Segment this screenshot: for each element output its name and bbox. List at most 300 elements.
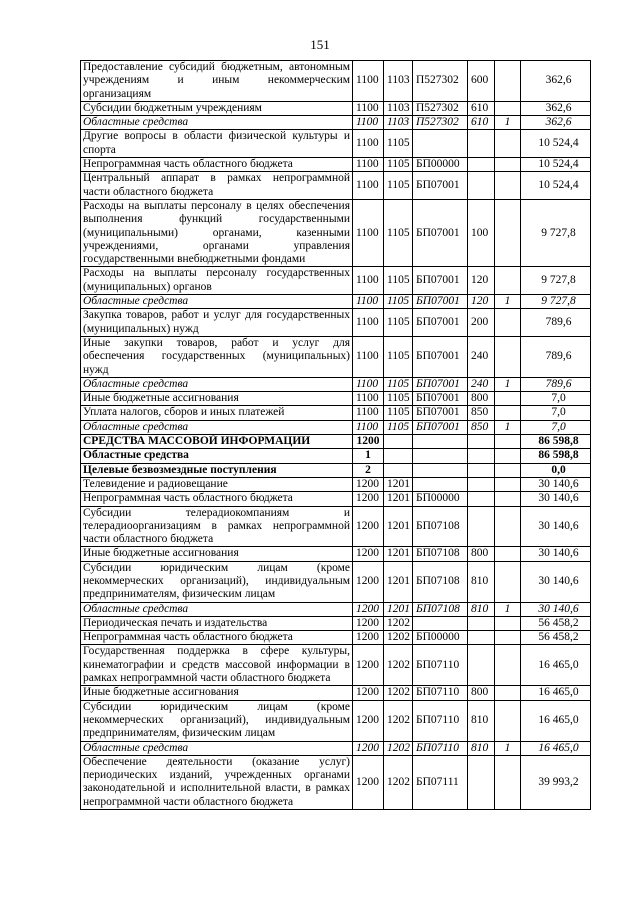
expense-type-code: 810 xyxy=(468,700,495,741)
description-line: спорта xyxy=(83,143,116,156)
section-code: 1100 xyxy=(353,377,384,391)
table-row xyxy=(81,700,591,741)
subsection-code: 1105 xyxy=(384,420,413,434)
subsection-code xyxy=(384,463,413,477)
target-article-code xyxy=(413,130,468,158)
target-article-code: БП07001 xyxy=(413,309,468,337)
row-description xyxy=(81,631,353,645)
table-body xyxy=(81,61,591,810)
amount: 30 140,6 xyxy=(521,477,591,491)
description-line: Непрограммная часть областного бюджета xyxy=(83,631,293,644)
amount: 789,6 xyxy=(521,309,591,337)
row-description xyxy=(81,463,353,477)
amount: 16 465,0 xyxy=(521,741,591,755)
section-code: 1100 xyxy=(353,130,384,158)
description-line: Областные средства xyxy=(83,449,189,462)
expense-type-code: 850 xyxy=(468,406,495,420)
table-row xyxy=(81,267,591,295)
row-description xyxy=(81,700,353,741)
funding-source-code xyxy=(495,645,521,686)
expense-type-code: 610 xyxy=(468,101,495,115)
description-line: Закупка товаров, работ и услуг для государственных xyxy=(83,309,350,322)
table-row xyxy=(81,602,591,616)
page-number: 151 xyxy=(310,37,330,52)
subsection-code: 1105 xyxy=(384,158,413,172)
subsection-code: 1201 xyxy=(384,506,413,547)
amount: 86 598,8 xyxy=(521,435,591,449)
expense-type-code xyxy=(468,172,495,200)
table-row xyxy=(81,199,591,266)
subsection-code: 1105 xyxy=(384,336,413,377)
target-article-code: БП07108 xyxy=(413,602,468,616)
expense-type-code xyxy=(468,755,495,809)
amount: 56 458,2 xyxy=(521,616,591,630)
subsection-code xyxy=(384,435,413,449)
subsection-code: 1105 xyxy=(384,172,413,200)
funding-source-code: 1 xyxy=(495,420,521,434)
funding-source-code xyxy=(495,435,521,449)
description-line: Областные средства xyxy=(83,377,189,390)
description-line: Целевые безвозмездные поступления xyxy=(83,463,277,476)
funding-source-code xyxy=(495,130,521,158)
description-line: Центральный аппарат в рамках непрограммной xyxy=(83,172,350,185)
section-code: 1200 xyxy=(353,631,384,645)
table-row xyxy=(81,547,591,561)
description-line: телерадиоорганизациям в рамках непрограммной xyxy=(83,519,350,532)
description-line: предпринимателям, физическим лицам xyxy=(83,727,276,740)
subsection-code: 1201 xyxy=(384,561,413,602)
section-code: 1200 xyxy=(353,686,384,700)
budget-table xyxy=(80,60,591,810)
description-line: (муниципальными) органами, казенными xyxy=(83,226,350,239)
expense-type-code xyxy=(468,506,495,547)
target-article-code: БП07001 xyxy=(413,377,468,391)
subsection-code: 1202 xyxy=(384,700,413,741)
subsection-code: 1105 xyxy=(384,309,413,337)
subsection-code: 1202 xyxy=(384,686,413,700)
expense-type-code xyxy=(468,435,495,449)
amount: 86 598,8 xyxy=(521,449,591,463)
description-line: выполнения функций государственными xyxy=(83,213,350,226)
target-article-code: БП07001 xyxy=(413,336,468,377)
row-description xyxy=(81,267,353,295)
description-line: Непрограммная часть областного бюджета xyxy=(83,158,293,171)
table-row xyxy=(81,616,591,630)
section-code: 1100 xyxy=(353,295,384,309)
description-line: Областные средства xyxy=(83,295,189,308)
table-row xyxy=(81,336,591,377)
description-line: непрограммной части областного бюджета xyxy=(83,795,294,808)
table-row xyxy=(81,130,591,158)
description-line: нужд xyxy=(83,363,109,376)
row-description xyxy=(81,61,353,102)
amount: 7,0 xyxy=(521,420,591,434)
subsection-code xyxy=(384,449,413,463)
subsection-code: 1105 xyxy=(384,406,413,420)
section-code: 1100 xyxy=(353,406,384,420)
subsection-code: 1201 xyxy=(384,477,413,491)
expense-type-code: 120 xyxy=(468,295,495,309)
amount: 9 727,8 xyxy=(521,199,591,266)
row-description xyxy=(81,420,353,434)
amount: 0,0 xyxy=(521,463,591,477)
expense-type-code xyxy=(468,449,495,463)
table-row xyxy=(81,755,591,809)
description-line: Иные бюджетные ассигнования xyxy=(83,392,239,405)
subsection-code: 1202 xyxy=(384,631,413,645)
target-article-code: БП07001 xyxy=(413,295,468,309)
expense-type-code xyxy=(468,631,495,645)
funding-source-code xyxy=(495,561,521,602)
amount: 362,6 xyxy=(521,101,591,115)
description-line: Областные средства xyxy=(83,602,189,615)
table-row xyxy=(81,686,591,700)
expense-type-code: 610 xyxy=(468,116,495,130)
section-code: 1 xyxy=(353,449,384,463)
table-row xyxy=(81,406,591,420)
table-row xyxy=(81,295,591,309)
table-row xyxy=(81,741,591,755)
description-line: периодических изданий, учрежденных органами xyxy=(83,769,350,782)
target-article-code: БП07108 xyxy=(413,547,468,561)
row-description xyxy=(81,449,353,463)
table-row xyxy=(81,101,591,115)
description-line: Другие вопросы в области физической культуры и xyxy=(83,130,350,143)
row-description xyxy=(81,477,353,491)
description-line: организациям xyxy=(83,87,152,100)
target-article-code: П527302 xyxy=(413,116,468,130)
funding-source-code xyxy=(495,267,521,295)
target-article-code xyxy=(413,463,468,477)
table-row xyxy=(81,506,591,547)
amount: 7,0 xyxy=(521,392,591,406)
target-article-code: БП07110 xyxy=(413,700,468,741)
subsection-code: 1202 xyxy=(384,741,413,755)
amount: 9 727,8 xyxy=(521,295,591,309)
amount: 7,0 xyxy=(521,406,591,420)
row-description xyxy=(81,309,353,337)
amount: 30 140,6 xyxy=(521,492,591,506)
description-line: государственными внебюджетными фондами xyxy=(83,253,306,266)
row-description xyxy=(81,492,353,506)
expense-type-code: 600 xyxy=(468,61,495,102)
description-line: некоммерческих организаций), индивидуальным xyxy=(83,713,350,726)
description-line: законодательной и исполнительной власти, в рамках xyxy=(83,782,350,795)
table-row xyxy=(81,645,591,686)
row-description xyxy=(81,172,353,200)
target-article-code xyxy=(413,477,468,491)
subsection-code: 1105 xyxy=(384,130,413,158)
row-description xyxy=(81,158,353,172)
target-article-code: БП07108 xyxy=(413,561,468,602)
description-line: Иные закупки товаров, работ и услуг для xyxy=(83,336,350,349)
row-description xyxy=(81,547,353,561)
expense-type-code: 240 xyxy=(468,336,495,377)
description-line: Областные средства xyxy=(83,420,189,433)
subsection-code: 1103 xyxy=(384,101,413,115)
amount: 9 727,8 xyxy=(521,267,591,295)
description-line: рамках непрограммной части областного бюджета xyxy=(83,672,331,685)
description-line: (муниципальных) органов xyxy=(83,280,212,293)
amount: 16 465,0 xyxy=(521,686,591,700)
funding-source-code xyxy=(495,686,521,700)
expense-type-code xyxy=(468,477,495,491)
funding-source-code: 1 xyxy=(495,116,521,130)
row-description xyxy=(81,435,353,449)
funding-source-code xyxy=(495,616,521,630)
section-code: 1100 xyxy=(353,336,384,377)
amount: 362,6 xyxy=(521,61,591,102)
description-line: кинематографии и средств массовой информации в xyxy=(83,658,350,671)
amount: 30 140,6 xyxy=(521,602,591,616)
target-article-code xyxy=(413,616,468,630)
expense-type-code xyxy=(468,616,495,630)
funding-source-code: 1 xyxy=(495,377,521,391)
table-row xyxy=(81,309,591,337)
description-line: Областные средства xyxy=(83,116,189,129)
table-row xyxy=(81,116,591,130)
funding-source-code: 1 xyxy=(495,602,521,616)
description-line: Непрограммная часть областного бюджета xyxy=(83,492,293,505)
target-article-code: БП07001 xyxy=(413,420,468,434)
funding-source-code xyxy=(495,309,521,337)
target-article-code: БП07001 xyxy=(413,199,468,266)
expense-type-code xyxy=(468,158,495,172)
subsection-code: 1105 xyxy=(384,295,413,309)
section-code: 1200 xyxy=(353,561,384,602)
section-code: 1200 xyxy=(353,755,384,809)
row-description xyxy=(81,561,353,602)
target-article-code: БП00000 xyxy=(413,631,468,645)
section-code: 1100 xyxy=(353,267,384,295)
description-line: части областного бюджета xyxy=(83,533,214,546)
row-description xyxy=(81,336,353,377)
subsection-code: 1202 xyxy=(384,755,413,809)
expense-type-code xyxy=(468,492,495,506)
description-line: некоммерческих организаций), индивидуальным xyxy=(83,574,350,587)
amount: 789,6 xyxy=(521,336,591,377)
row-description xyxy=(81,506,353,547)
section-code: 1200 xyxy=(353,547,384,561)
target-article-code: БП07110 xyxy=(413,686,468,700)
target-article-code: БП07001 xyxy=(413,172,468,200)
amount: 30 140,6 xyxy=(521,547,591,561)
target-article-code: БП07108 xyxy=(413,506,468,547)
amount: 16 465,0 xyxy=(521,700,591,741)
description-line: части областного бюджета xyxy=(83,185,214,198)
section-code: 1100 xyxy=(353,101,384,115)
section-code: 1100 xyxy=(353,116,384,130)
funding-source-code xyxy=(495,101,521,115)
section-code: 1200 xyxy=(353,492,384,506)
section-code: 1200 xyxy=(353,645,384,686)
funding-source-code xyxy=(495,463,521,477)
subsection-code: 1201 xyxy=(384,547,413,561)
funding-source-code xyxy=(495,506,521,547)
description-line: учреждениями, органами управления xyxy=(83,239,350,252)
subsection-code: 1201 xyxy=(384,602,413,616)
target-article-code xyxy=(413,435,468,449)
expense-type-code: 100 xyxy=(468,199,495,266)
section-code: 1200 xyxy=(353,435,384,449)
description-line: Областные средства xyxy=(83,741,189,754)
funding-source-code xyxy=(495,449,521,463)
subsection-code: 1105 xyxy=(384,392,413,406)
description-line: Субсидии юридическим лицам (кроме xyxy=(83,700,350,713)
section-code: 1100 xyxy=(353,172,384,200)
amount: 789,6 xyxy=(521,377,591,391)
row-description xyxy=(81,295,353,309)
table-row xyxy=(81,392,591,406)
funding-source-code xyxy=(495,392,521,406)
expense-type-code: 120 xyxy=(468,267,495,295)
description-line: Обеспечение деятельности (оказание услуг) xyxy=(83,755,350,768)
row-description xyxy=(81,406,353,420)
section-code: 1200 xyxy=(353,506,384,547)
expense-type-code: 810 xyxy=(468,741,495,755)
row-description xyxy=(81,130,353,158)
table-row xyxy=(81,477,591,491)
target-article-code: П527302 xyxy=(413,61,468,102)
funding-source-code: 1 xyxy=(495,295,521,309)
table-row xyxy=(81,631,591,645)
table-row xyxy=(81,172,591,200)
funding-source-code xyxy=(495,61,521,102)
funding-source-code xyxy=(495,547,521,561)
section-code: 1200 xyxy=(353,602,384,616)
funding-source-code xyxy=(495,755,521,809)
row-description xyxy=(81,755,353,809)
expense-type-code: 800 xyxy=(468,392,495,406)
amount: 16 465,0 xyxy=(521,645,591,686)
subsection-code: 1103 xyxy=(384,116,413,130)
row-description xyxy=(81,116,353,130)
section-code: 1100 xyxy=(353,309,384,337)
table-row xyxy=(81,158,591,172)
description-line: Субсидии телерадиокомпаниям и xyxy=(83,506,350,519)
subsection-code: 1105 xyxy=(384,267,413,295)
section-code: 2 xyxy=(353,463,384,477)
table-row xyxy=(81,449,591,463)
description-line: Государственная поддержка в сфере культуры, xyxy=(83,645,350,658)
subsection-code: 1202 xyxy=(384,616,413,630)
table-row xyxy=(81,435,591,449)
expense-type-code: 850 xyxy=(468,420,495,434)
description-line: предпринимателям, физическим лицам xyxy=(83,588,276,601)
expense-type-code: 240 xyxy=(468,377,495,391)
description-line: Расходы на выплаты персоналу государственных xyxy=(83,267,350,280)
expense-type-code xyxy=(468,645,495,686)
amount: 10 524,4 xyxy=(521,158,591,172)
description-line: Субсидии юридическим лицам (кроме xyxy=(83,561,350,574)
description-line: (муниципальных) нужд xyxy=(83,322,199,335)
section-code: 1100 xyxy=(353,420,384,434)
amount: 10 524,4 xyxy=(521,130,591,158)
funding-source-code xyxy=(495,336,521,377)
row-description xyxy=(81,392,353,406)
expense-type-code: 810 xyxy=(468,602,495,616)
target-article-code xyxy=(413,449,468,463)
row-description xyxy=(81,101,353,115)
description-line: Иные бюджетные ассигнования xyxy=(83,547,239,560)
section-code: 1200 xyxy=(353,700,384,741)
section-code: 1200 xyxy=(353,616,384,630)
section-code: 1100 xyxy=(353,199,384,266)
subsection-code: 1201 xyxy=(384,492,413,506)
funding-source-code xyxy=(495,199,521,266)
target-article-code: БП07110 xyxy=(413,741,468,755)
funding-source-code xyxy=(495,631,521,645)
row-description xyxy=(81,602,353,616)
row-description xyxy=(81,686,353,700)
funding-source-code xyxy=(495,492,521,506)
target-article-code: П527302 xyxy=(413,101,468,115)
funding-source-code: 1 xyxy=(495,741,521,755)
expense-type-code xyxy=(468,130,495,158)
target-article-code: БП07001 xyxy=(413,392,468,406)
description-line: Иные бюджетные ассигнования xyxy=(83,686,239,699)
description-line: Расходы на выплаты персоналу в целях обеспечения xyxy=(83,199,350,212)
subsection-code: 1105 xyxy=(384,377,413,391)
subsection-code: 1202 xyxy=(384,645,413,686)
expense-type-code: 800 xyxy=(468,547,495,561)
description-line: обеспечения государственных (муниципальных) xyxy=(83,350,350,363)
row-description xyxy=(81,199,353,266)
amount: 39 993,2 xyxy=(521,755,591,809)
description-line: Периодическая печать и издательства xyxy=(83,616,268,629)
description-line: Телевидение и радиовещание xyxy=(83,477,228,490)
subsection-code: 1105 xyxy=(384,199,413,266)
target-article-code: БП00000 xyxy=(413,492,468,506)
expense-type-code: 810 xyxy=(468,561,495,602)
funding-source-code xyxy=(495,700,521,741)
expense-type-code: 800 xyxy=(468,686,495,700)
amount: 30 140,6 xyxy=(521,561,591,602)
funding-source-code xyxy=(495,158,521,172)
section-code: 1100 xyxy=(353,392,384,406)
amount: 362,6 xyxy=(521,116,591,130)
expense-type-code: 200 xyxy=(468,309,495,337)
amount: 30 140,6 xyxy=(521,506,591,547)
amount: 10 524,4 xyxy=(521,172,591,200)
description-line: Субсидии бюджетным учреждениям xyxy=(83,101,262,114)
expense-type-code xyxy=(468,463,495,477)
row-description xyxy=(81,616,353,630)
section-code: 1200 xyxy=(353,741,384,755)
description-line: СРЕДСТВА МАССОВОЙ ИНФОРМАЦИИ xyxy=(83,435,311,448)
section-code: 1100 xyxy=(353,158,384,172)
table-row xyxy=(81,61,591,102)
row-description xyxy=(81,645,353,686)
target-article-code: БП07001 xyxy=(413,267,468,295)
description-line: учреждениям и иным некоммерческим xyxy=(83,74,350,87)
target-article-code: БП07111 xyxy=(413,755,468,809)
amount: 56 458,2 xyxy=(521,631,591,645)
funding-source-code xyxy=(495,406,521,420)
target-article-code: БП00000 xyxy=(413,158,468,172)
description-line: Предоставление субсидий бюджетным, автономным xyxy=(83,61,350,73)
target-article-code: БП07001 xyxy=(413,406,468,420)
subsection-code: 1103 xyxy=(384,61,413,102)
table-row xyxy=(81,377,591,391)
row-description xyxy=(81,741,353,755)
table-row xyxy=(81,420,591,434)
table-row xyxy=(81,561,591,602)
funding-source-code xyxy=(495,172,521,200)
description-line: Уплата налогов, сборов и иных платежей xyxy=(83,406,285,419)
section-code: 1200 xyxy=(353,477,384,491)
target-article-code: БП07110 xyxy=(413,645,468,686)
